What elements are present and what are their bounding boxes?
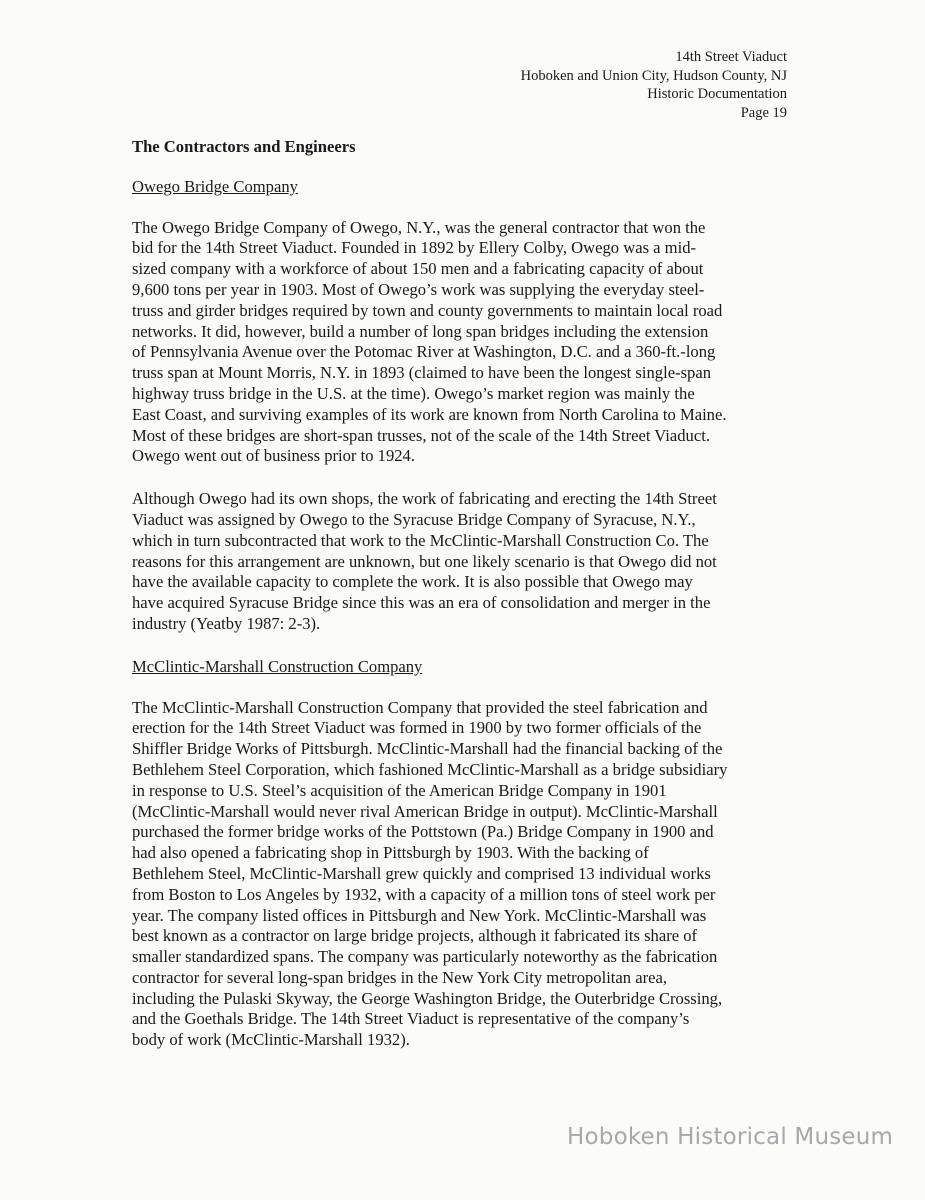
- paragraph-line: which in turn subcontracted that work to the McClintic-Marshall Construction Co. The: [132, 530, 709, 550]
- paragraph-line: networks. It did, however, build a number of long span bridges including the extension: [132, 321, 709, 341]
- watermark: Hoboken Historical Museum: [567, 1124, 894, 1150]
- subheading-owego: Owego Bridge Company: [132, 176, 298, 196]
- paragraph-line: reasons for this arrangement are unknown, but one likely scenario is that Owego did not: [132, 551, 717, 571]
- paragraph-line: and the Goethals Bridge. The 14th Street Viaduct is representative of the company’s: [132, 1009, 690, 1029]
- page-header: [521, 48, 787, 122]
- paragraph: [132, 489, 782, 635]
- paragraph-line: Shiffler Bridge Works of Pittsburgh. McClintic-Marshall had the financial backing of the: [132, 739, 723, 759]
- paragraph-line: Although Owego had its own shops, the work of fabricating and erecting the 14th Street: [132, 489, 717, 509]
- paragraph-line: including the Pulaski Skyway, the George Washington Bridge, the Outerbridge Crossing,: [132, 988, 723, 1008]
- paragraph-line: truss span at Mount Morris, N.Y. in 1893 (claimed to have been the longest single-span: [132, 363, 711, 383]
- paragraph-line: body of work (McClintic-Marshall 1932).: [132, 1030, 410, 1050]
- paragraph-line: of Pennsylvania Avenue over the Potomac River at Washington, D.C. and a 360-ft.-long: [132, 342, 716, 362]
- paragraph-line: 9,600 tons per year in 1903. Most of Owego’s work was supplying the everyday steel-: [132, 279, 705, 299]
- paragraph-line: have the available capacity to complete the work. It is also possible that Owego may: [132, 572, 693, 592]
- paragraph-line: sized company with a workforce of about 150 men and a fabricating capacity of about: [132, 259, 704, 279]
- paragraph-line: industry (Yeatby 1987: 2-3).: [132, 613, 321, 633]
- paragraph-line: Viaduct was assigned by Owego to the Syracuse Bridge Company of Syracuse, N.Y.,: [132, 509, 696, 529]
- paragraph: [132, 218, 782, 468]
- paragraph-line: have acquired Syracuse Bridge since this was an era of consolidation and merger in the: [132, 593, 711, 613]
- paragraph-line: contractor for several long-span bridges in the New York City metropolitan area,: [132, 967, 668, 987]
- paragraph-line: bid for the 14th Street Viaduct. Founded in 1892 by Ellery Colby, Owego was a mid-: [132, 238, 697, 258]
- section-owego: [132, 177, 782, 635]
- paragraph-line: had also opened a fabricating shop in Pittsburgh by 1903. With the backing of: [132, 843, 649, 863]
- paragraph-line: smaller standardized spans. The company was particularly noteworthy as the fabrication: [132, 947, 718, 967]
- paragraph-line: in response to U.S. Steel’s acquisition of the American Bridge Company in 1901: [132, 780, 667, 800]
- section-mcclintic-marshall: [132, 657, 782, 1051]
- paragraph-line: purchased the former bridge works of the Pottstown (Pa.) Bridge Company in 1900 and: [132, 822, 714, 842]
- paragraph-line: East Coast, and surviving examples of its work are known from North Carolina to Maine.: [132, 404, 727, 424]
- paragraph-line: erection for the 14th Street Viaduct was formed in 1900 by two former officials of the: [132, 718, 702, 738]
- paragraph-line: Bethlehem Steel Corporation, which fashioned McClintic-Marshall as a bridge subsidiary: [132, 759, 728, 779]
- header-line-document-title: 14th Street Viaduct: [675, 49, 787, 65]
- header-line-location: Hoboken and Union City, Hudson County, NJ: [520, 67, 787, 84]
- paragraph-line: Owego went out of business prior to 1924.: [132, 446, 415, 466]
- paragraph-line: truss and girder bridges required by town and county governments to maintain local road: [132, 300, 723, 320]
- paragraph-line: year. The company listed offices in Pittsburgh and New York. McClintic-Marshall was: [132, 905, 707, 925]
- subheading-mcclintic-marshall: McClintic-Marshall Construction Company: [132, 656, 423, 676]
- paragraph-line: Bethlehem Steel, McClintic-Marshall grew quickly and comprised 13 individual works: [132, 863, 711, 883]
- paragraph-line: from Boston to Los Angeles by 1932, with a capacity of a million tons of steel work per: [132, 884, 716, 904]
- paragraph-line: The McClintic-Marshall Construction Company that provided the steel fabrication and: [132, 697, 708, 717]
- paragraph-line: Most of these bridges are short-span trusses, not of the scale of the 14th Street Viaduct.: [132, 425, 710, 445]
- header-line-document-type: Historic Documentation: [647, 86, 787, 102]
- paragraph-line: (McClintic-Marshall would never rival American Bridge in output). McClintic-Marshall: [132, 801, 718, 821]
- document-body: [132, 137, 782, 1073]
- header-line-page-number: Page 19: [740, 104, 787, 121]
- paragraph-line: best known as a contractor on large bridge projects, although it fabricated its share of: [132, 926, 698, 946]
- paragraph-line: highway truss bridge in the U.S. at the time). Owego’s market region was mainly the: [132, 383, 695, 403]
- paragraph-line: The Owego Bridge Company of Owego, N.Y., was the general contractor that won the: [132, 217, 706, 237]
- paragraph: [132, 698, 782, 1052]
- section-title: The Contractors and Engineers: [132, 137, 356, 156]
